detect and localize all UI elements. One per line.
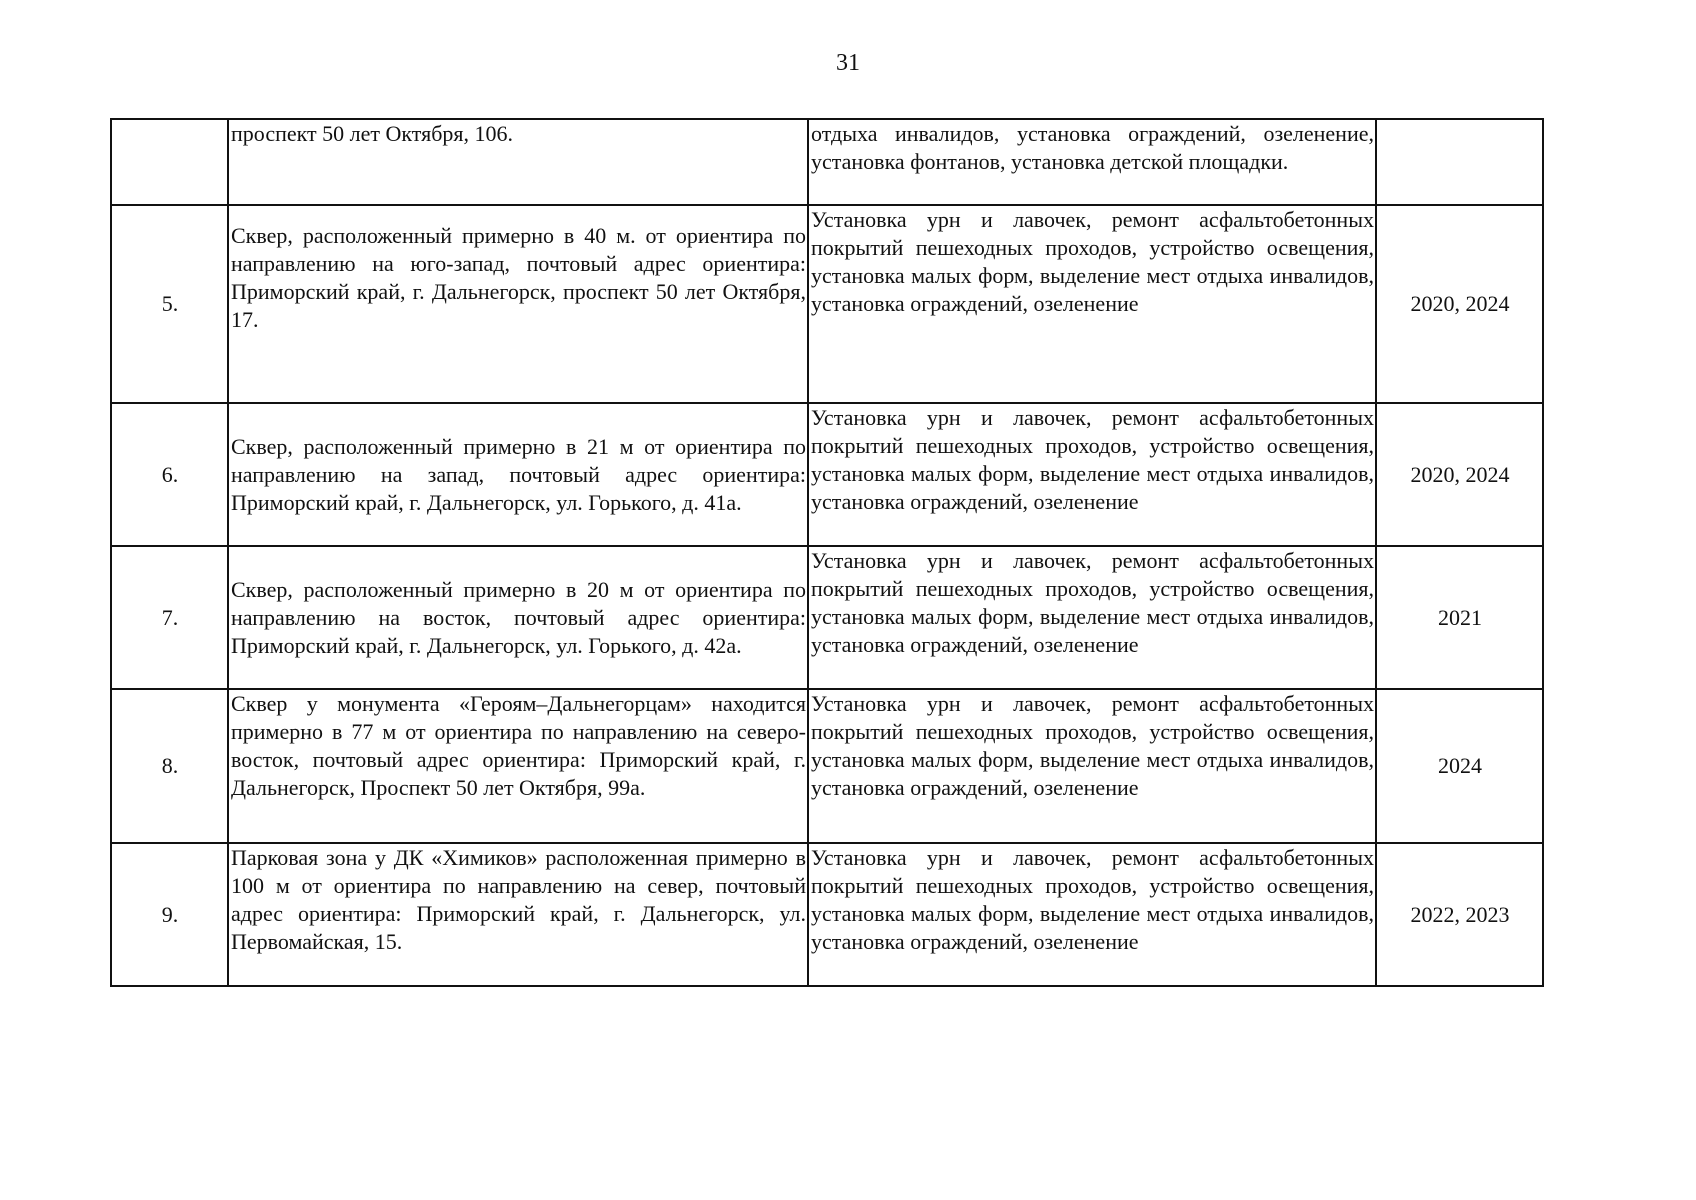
object-address-text: Парковая зона у ДК «Химиков» расположенная примерно в 100 м от ориентира по направлению на север, почтовый адрес ориентира: Приморский край, г. Дальнегорск, ул. Первомайская, 15. xyxy=(231,845,806,954)
implementation-years: 2022, 2023 xyxy=(1376,843,1543,986)
implementation-years xyxy=(1376,119,1543,205)
planned-works-text: Установка урн и лавочек, ремонт асфальтобетонных покрытий пешеходных проходов, устройство освещения, установка малых форм, выделение мест отдыха инвалидов, установка ограждений, озеленение xyxy=(811,845,1374,954)
table-row xyxy=(111,403,1543,546)
planned-works-text: Установка урн и лавочек, ремонт асфальтобетонных покрытий пешеходных проходов, устройство освещения, установка малых форм, выделение мест отдыха инвалидов, установка ограждений, озеленение xyxy=(811,548,1374,657)
table-row xyxy=(111,205,1543,403)
table-row xyxy=(111,689,1543,843)
object-address-text: Сквер, расположенный примерно в 21 м от ориентира по направлению на запад, почтовый адрес ориентира: Приморский край, г. Дальнегорск, ул. Горького, д. 41а. xyxy=(231,433,806,515)
planned-works xyxy=(808,689,1376,843)
implementation-years: 2021 xyxy=(1376,546,1543,689)
table-row xyxy=(111,119,1543,205)
row-number: 8. xyxy=(111,689,228,843)
planned-works xyxy=(808,403,1376,546)
implementation-years: 2024 xyxy=(1376,689,1543,843)
object-address-text: Сквер, расположенный примерно в 20 м от ориентира по направлению на восток, почтовый адрес ориентира: Приморский край, г. Дальнегорск, ул. Горького, д. 42а. xyxy=(231,576,806,658)
object-address-text: проспект 50 лет Октября, 106. xyxy=(231,121,514,146)
object-address xyxy=(228,689,808,843)
planned-works-text: Установка урн и лавочек, ремонт асфальтобетонных покрытий пешеходных проходов, устройство освещения, установка малых форм, выделение мест отдыха инвалидов, установка ограждений, озеленение xyxy=(811,691,1374,800)
planned-works xyxy=(808,205,1376,403)
row-number xyxy=(111,119,228,205)
row-number: 5. xyxy=(111,205,228,403)
object-address xyxy=(228,119,808,205)
object-address xyxy=(228,546,808,689)
planned-works-text: отдыха инвалидов, установка ограждений, озеленение, установка фонтанов, установка детской площадки. xyxy=(811,121,1374,174)
planned-works-text: Установка урн и лавочек, ремонт асфальтобетонных покрытий пешеходных проходов, устройство освещения, установка малых форм, выделение мест отдыха инвалидов, установка ограждений, озеленение xyxy=(811,405,1374,514)
implementation-years: 2020, 2024 xyxy=(1376,205,1543,403)
planned-works xyxy=(808,119,1376,205)
table-row xyxy=(111,843,1543,986)
row-number: 7. xyxy=(111,546,228,689)
object-address xyxy=(228,403,808,546)
object-address xyxy=(228,843,808,986)
object-address xyxy=(228,205,808,403)
table-row xyxy=(111,546,1543,689)
row-number: 9. xyxy=(111,843,228,986)
improvement-table xyxy=(110,118,1544,987)
planned-works xyxy=(808,843,1376,986)
object-address-text: Сквер у монумента «Героям–Дальнегорцам» находится примерно в 77 м от ориентира по направлению на северо-восток, почтовый адрес ориентира: Приморский край, г. Дальнегорск, Проспект 50 лет Октября, 99а. xyxy=(231,691,806,800)
row-number: 6. xyxy=(111,403,228,546)
planned-works xyxy=(808,546,1376,689)
object-address-text: Сквер, расположенный примерно в 40 м. от ориентира по направлению на юго-запад, почтовый адрес ориентира: Приморский край, г. Дальнегорск, проспект 50 лет Октября, 17. xyxy=(231,223,806,332)
planned-works-text: Установка урн и лавочек, ремонт асфальтобетонных покрытий пешеходных проходов, устройство освещения, установка малых форм, выделение мест отдыха инвалидов, установка ограждений, озеленение xyxy=(811,207,1374,316)
page-number: 31 xyxy=(836,50,860,76)
implementation-years: 2020, 2024 xyxy=(1376,403,1543,546)
